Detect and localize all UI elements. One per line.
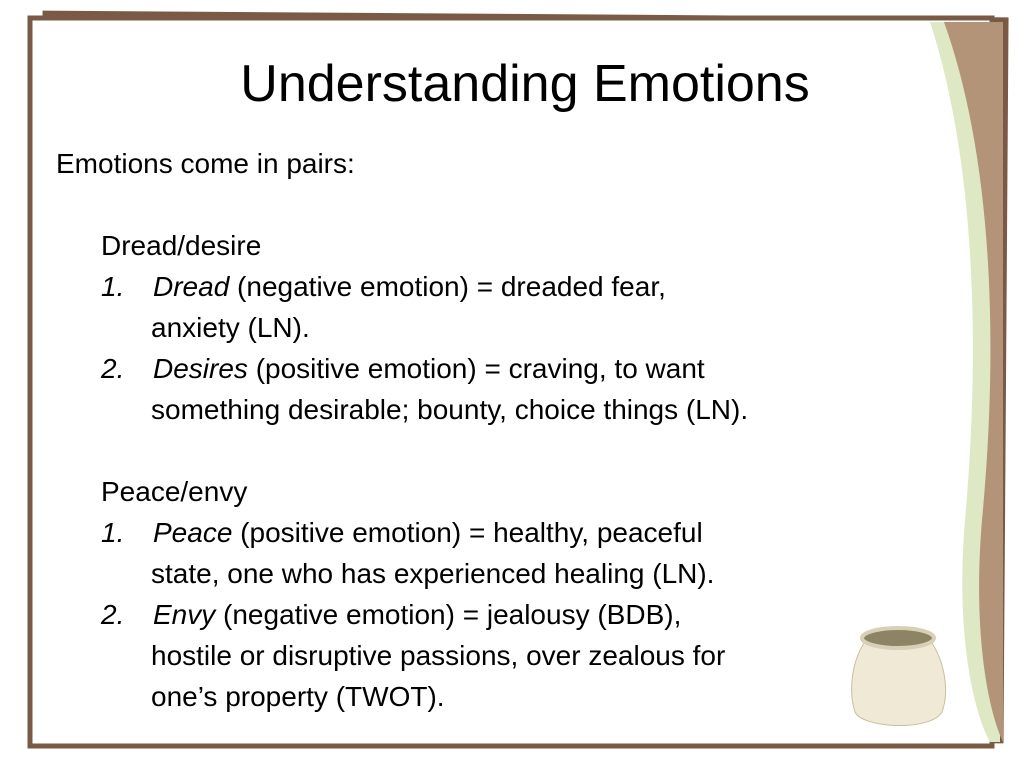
list-item-peace	[101, 512, 703, 553]
list-item-dread	[101, 266, 666, 307]
term-envy: Envy	[153, 599, 216, 630]
term-dread: Dread	[153, 271, 230, 302]
slide-title: Understanding Emotions	[240, 55, 810, 113]
clay-pot-icon	[852, 628, 946, 726]
definition-text: (negative emotion) = jealousy (BDB),	[215, 599, 682, 630]
list-item-envy-continuation-2: one’s property (TWOT).	[151, 681, 445, 712]
list-item-desires	[101, 348, 705, 389]
list-item-dread-continuation: anxiety (LN).	[151, 312, 310, 343]
list-item-envy-continuation-1: hostile or disruptive passions, over zealous for	[151, 640, 726, 671]
list-item-peace-continuation: state, one who has experienced healing (LN).	[151, 558, 715, 589]
term-peace: Peace	[153, 517, 233, 548]
term-desires: Desires	[153, 353, 248, 384]
definition-text: (positive emotion) = craving, to want	[247, 353, 705, 384]
list-number: 1.	[101, 271, 125, 302]
list-item-desires-continuation: something desirable; bounty, choice things (LN).	[151, 394, 749, 425]
list-number: 1.	[101, 517, 125, 548]
group-heading-peace-envy: Peace/envy	[101, 476, 248, 507]
list-item-envy	[101, 594, 681, 635]
definition-text: (positive emotion) = healthy, peaceful	[232, 517, 703, 548]
list-number: 2.	[101, 599, 125, 630]
definition-text: (negative emotion) = dreaded fear,	[229, 271, 666, 302]
intro-text: Emotions come in pairs:	[56, 148, 355, 179]
list-number: 2.	[101, 353, 125, 384]
group-heading-dread-desire: Dread/desire	[101, 230, 262, 261]
